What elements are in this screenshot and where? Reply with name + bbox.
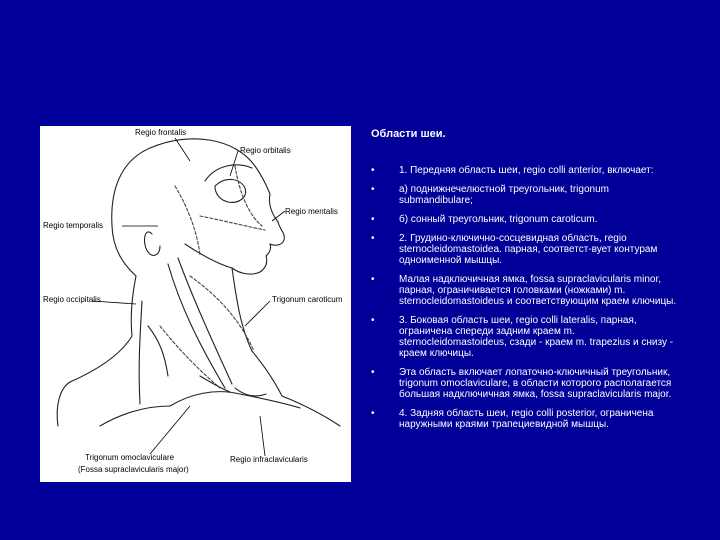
list-item-text: 1. Передняя область шеи, regio colli anterior, включает: <box>399 165 654 176</box>
region-list <box>371 165 677 430</box>
label-regio-temporalis: Regio temporalis <box>43 221 104 230</box>
list-item-text: 3. Боковая область шеи, regio colli lateralis, парная, ограничена спереди задним краем m. sternocleidomastoideus, сзади - краем m. trapezius и снизу - краем ключицы. <box>399 315 674 359</box>
list-item <box>371 214 677 225</box>
list-item-text: 4. Задняя область шеи, regio colli posterior, ограничена наружными краями трапециевидной мышцы. <box>399 408 654 430</box>
list-item <box>371 367 677 400</box>
list-item <box>371 165 677 176</box>
list-item <box>371 233 677 266</box>
bullet-icon: • <box>371 408 375 419</box>
bullet-icon: • <box>371 214 375 225</box>
list-item <box>371 408 677 430</box>
label-trigonum-omoclaviculare: Trigonum omoclaviculare <box>85 453 175 462</box>
bullet-icon: • <box>371 315 375 326</box>
label-regio-mentalis: Regio mentalis <box>285 207 338 216</box>
list-item <box>371 184 677 206</box>
list-item-text: б) сонный треугольник, trigonum caroticum. <box>399 214 598 225</box>
label-trigonum-caroticum: Trigonum caroticum <box>272 295 343 304</box>
label-regio-occipitalis: Regio occipitalis <box>43 295 101 304</box>
bullet-icon: • <box>371 233 375 244</box>
list-item-text: Малая надключичная ямка, fossa supraclavicularis minor, парная, ограничивается головками (ножками) m. sternocleidomastoideus и соответствующим краем ключицы. <box>399 274 677 307</box>
bullet-icon: • <box>371 165 375 176</box>
anatomy-drawing <box>40 126 351 482</box>
list-item-text: 2. Грудино-ключично-сосцевидная область, regio sternocleidomastoidea. парная, соответст-вует контурам одноименной мышцы. <box>399 233 658 266</box>
label-fossa-supraclavicularis-major: (Fossa supraclavicularis major) <box>78 465 189 474</box>
list-item <box>371 315 677 359</box>
label-regio-infraclavicularis: Regio infraclavicularis <box>230 455 308 464</box>
label-regio-frontalis: Regio frontalis <box>135 128 187 137</box>
bullet-icon: • <box>371 184 375 195</box>
neck-regions-figure <box>40 126 351 482</box>
page-title: Области шеи. <box>371 128 446 140</box>
label-regio-orbitalis: Regio orbitalis <box>240 146 291 155</box>
bullet-icon: • <box>371 367 375 378</box>
list-item <box>371 274 677 307</box>
list-item-text: Эта область включает лопаточно-ключичный треугольник, trigonum omoclaviculare, в области которого располагается большая надключичная ямка, fossa supraclavicularis major. <box>399 367 672 400</box>
text-panel <box>371 128 677 438</box>
list-item-text: а) поднижнечелюстной треугольник, trigonum submandibulare; <box>399 184 609 206</box>
bullet-icon: • <box>371 274 375 285</box>
